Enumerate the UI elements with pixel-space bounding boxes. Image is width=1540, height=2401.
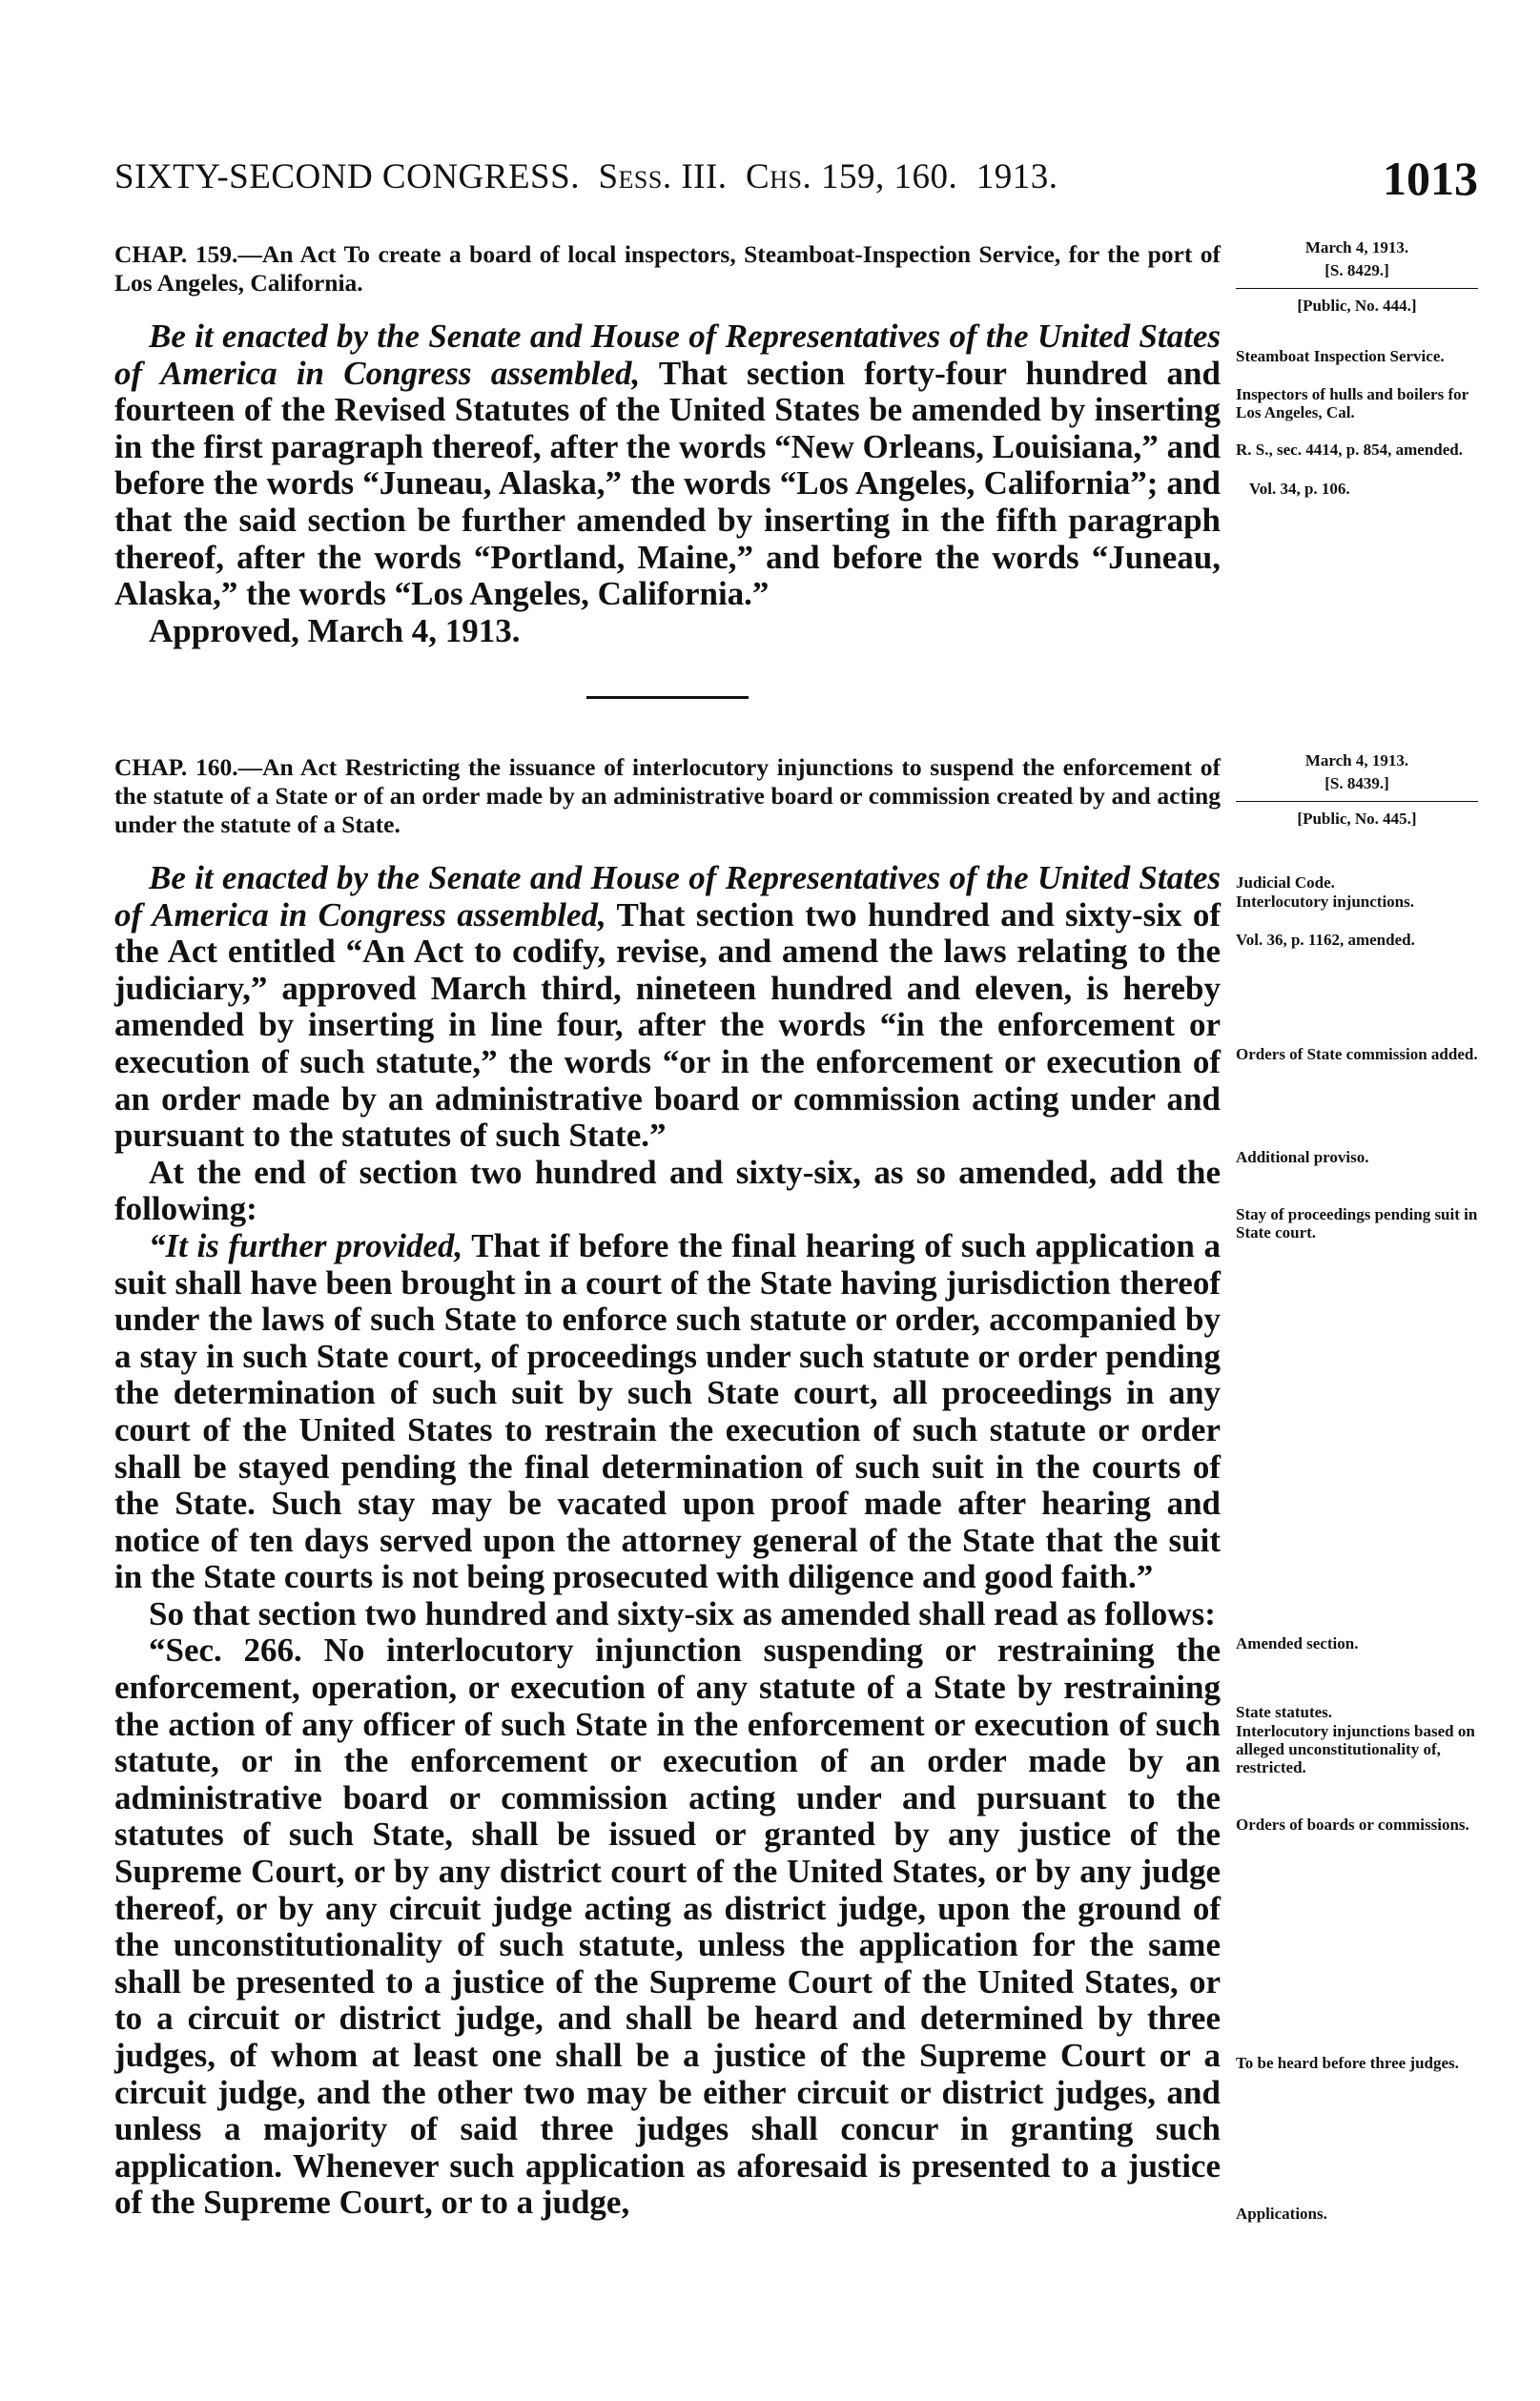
margin-note-vol36: Vol. 36, p. 1162, amended.	[1236, 931, 1415, 949]
chapter-160-para1	[114, 860, 1221, 1155]
chapter-160-para5: “Sec. 266. No interlocutory injunction suspending or restraining the enforcement, operation, or execution of any statute of a State by restraining the action of any officer of such State in the enforcement or execution of such statute, or in the enforcement or execution of an order made by an administrative board or commission acting under and pursuant to the statutes of such State, shall be issued or granted by any justice of the Supreme Court, or by any district court of the United States, or by any judge thereof, or by any circuit judge acting as district judge, upon the ground of the unconstitutionality of such statute, unless the application for the same shall be presented to a justice of the Supreme Court of the United States, or to a circuit or district judge, and shall be heard and determined by three judges, of whom at least one shall be a justice of the Supreme Court or a circuit judge, and the other two may be either circuit or district judges, and unless a majority of said three judges shall concur in granting such application. Whenever such application as aforesaid is presented to a justice of the Supreme Court, or to a judge,	[114, 1631, 1221, 2222]
running-header	[114, 151, 1478, 217]
header-session: Sess. III.	[598, 157, 728, 196]
margin-note-judicial-code: Judicial Code.	[1236, 873, 1335, 892]
chapter-160-stat-info	[1236, 749, 1478, 831]
chapter-160-date: March 4, 1913.	[1304, 751, 1409, 770]
chapter-159-bill: [S. 8429.]	[1324, 261, 1389, 279]
chapter-160-para3	[114, 1228, 1221, 1596]
header-congress: SIXTY-SECOND CONGRESS.	[114, 157, 580, 196]
chapter-159-title: CHAP. 159.—An Act To create a board of local inspectors, Steamboat-Inspection Service, for the port of Los Angeles, California.	[114, 240, 1221, 297]
margin-note-steamboat: Steamboat Inspection Service.	[1236, 347, 1445, 365]
chapter-159-text: That section forty-four hundred and fourteen of the Revised Statutes of the United States be amended by inserting in the first paragraph thereof, after the words “New Orleans, Louisiana,” and before the words “Juneau, Alaska,” the words “Los Angeles, California”; and that the said section be further amended by inserting in the fifth paragraph thereof, after the words “Portland, Maine,” and before the words “Juneau, Alaska,” the words “Los Angeles, California.”	[114, 354, 1221, 613]
chapter-160-public-no: [Public, No. 445.]	[1297, 810, 1417, 828]
chapter-160-para1-text: That section two hundred and sixty-six of the Act entitled “An Act to codify, revise, and amend the laws relating to the judiciary,” approved March third, nineteen hundred and eleven, is hereby amended by inserting in line four, after the words “in the enforcement or execution of such statute,” the words “or in the enforcement or execution of an order made by an administrative board or commission acting under and pursuant to the statutes of such State.”	[114, 895, 1221, 1155]
margin-note-three-judges: To be heard before three judges.	[1236, 2054, 1459, 2072]
chapter-159-stat-info	[1236, 236, 1478, 318]
chapter-159-date: March 4, 1913.	[1304, 238, 1409, 257]
chapter-159-paragraph	[114, 318, 1221, 613]
chapter-160-body	[114, 860, 1221, 2222]
header-year: 1913.	[975, 157, 1058, 196]
chapter-160-title: CHAP. 160.—An Act Restricting the issuance of interlocutory injunctions to suspend the enforcement of the statute of a State or of an order made by an administrative board or commission created by and acting under the statute of a State.	[114, 753, 1221, 838]
margin-note-additional-proviso: Additional proviso.	[1236, 1148, 1369, 1166]
margin-note-interlocutory-unconst: Interlocutory injunctions based on alleged unconstitutionality of, restricted.	[1236, 1722, 1475, 1776]
chapter-160-bill: [S. 8439.]	[1324, 774, 1389, 792]
chapter-159-approved: Approved, March 4, 1913.	[149, 611, 521, 649]
margin-note-state-statutes: State statutes.	[1236, 1703, 1333, 1721]
margin-note-stay: Stay of proceedings pending suit in State court.	[1236, 1205, 1478, 1242]
stat-info-rule	[1236, 801, 1478, 802]
margin-note-orders-commission: Orders of State commission added.	[1236, 1045, 1478, 1063]
margin-note-inspectors: Inspectors of hulls and boilers for Los Angeles, Cal.	[1236, 385, 1468, 421]
chapter-160-para2: At the end of section two hundred and sixty-six, as so amended, add the following:	[114, 1153, 1221, 1228]
margin-note-orders-boards: Orders of boards or commissions.	[1236, 1816, 1469, 1834]
chapter-159-public-no: [Public, No. 444.]	[1297, 297, 1417, 315]
margin-note-amended-section: Amended section.	[1236, 1634, 1359, 1652]
chapter-160-para3-text: That if before the final hearing of such application a suit shall have been brought in a court of the State having jurisdiction thereof under the laws of such State to enforce such statute or order, accompanied by a stay in such State court, of proceedings under such statute or order pending the determination of such suit by such State court, all proceedings in any court of the United States to restrain the execution of such statute or order shall be stayed pending the final determination of such suit in the courts of the State. Such stay may be vacated upon proof made after hearing and notice of ten days served upon the attorney general of the State that the suit in the State courts is not being prosecuted with diligence and good faith.”	[114, 1226, 1221, 1596]
page-number: 1013	[1383, 152, 1478, 205]
proviso-lead: “It is further provided,	[149, 1226, 463, 1264]
margin-note-interlocutory: Interlocutory injunctions.	[1236, 893, 1414, 911]
header-chapters: Chs. 159, 160.	[746, 157, 958, 196]
margin-note-applications: Applications.	[1236, 2205, 1327, 2223]
chapter-159-body	[114, 318, 1221, 649]
stat-info-rule	[1236, 288, 1478, 289]
chapter-separator	[586, 696, 749, 699]
enacting-clause: Be it enacted by the Senate and House of Representatives of the United States of America in Congress assembled,	[114, 859, 1221, 934]
chapter-160-para4: So that section two hundred and sixty-six as amended shall read as follows:	[149, 1594, 1216, 1632]
header-left	[114, 156, 1057, 197]
margin-note-rs: R. S., sec. 4414, p. 854, amended.	[1236, 441, 1464, 459]
enacting-clause: Be it enacted by the Senate and House of Representatives of the United States of America in Congress assembled,	[114, 318, 1221, 392]
margin-note-vol34: Vol. 34, p. 106.	[1249, 480, 1350, 498]
